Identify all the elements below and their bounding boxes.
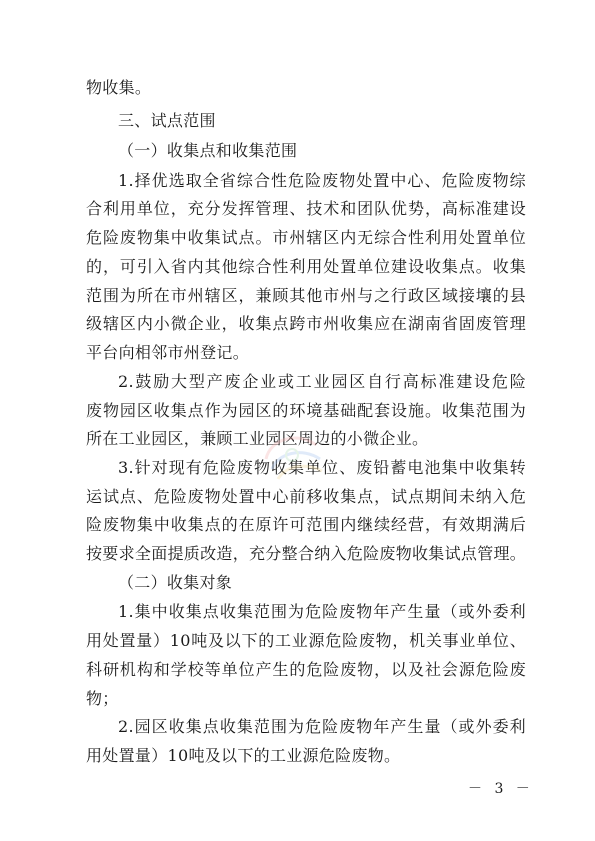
text-line: 范围为所在市州辖区，兼顾其他市州与之行政区域接壤的县 <box>86 286 526 305</box>
text-line: 危险废物集中收集试点。市州辖区内无综合性利用处置单位 <box>86 228 526 247</box>
text-line: 级辖区内小微企业，收集点跨市州收集应在湖南省固废管理 <box>86 314 526 333</box>
text-line: 2.园区收集点收集范围为危险废物年产生量（或外委利 <box>118 717 526 736</box>
page-number: － 3 － <box>468 781 534 797</box>
text-line: 1.集中收集点收集范围为危险废物年产生量（或外委利 <box>118 602 526 621</box>
watermark-logo <box>258 425 328 487</box>
text-line: 1.择优选取全省综合性危险废物处置中心、危险废物综 <box>118 171 526 190</box>
text-line: 废物园区收集点作为园区的环境基础配套设施。收集范围为 <box>86 401 526 420</box>
text-line: 2.鼓励大型产废企业或工业园区自行高标准建设危险 <box>118 372 526 391</box>
subsection-heading: （二）收集对象 <box>118 573 233 592</box>
subsection-heading: （一）收集点和收集范围 <box>118 141 298 160</box>
text-line: 运试点、危险废物处置中心前移收集点，试点期间未纳入危 <box>86 487 526 506</box>
text-line: 险废物集中收集点的在原许可范围内继续经营，有效期满后 <box>86 515 526 534</box>
text-line: 用处置量）10吨及以下的工业源危险废物。 <box>86 746 401 765</box>
text-line: 物； <box>86 689 119 708</box>
text-line: 3.针对现有危险废物收集单位、废铅蓄电池集中收集转 <box>118 458 526 477</box>
text-line: 物收集。 <box>86 78 152 97</box>
text-line: 用处置量）10吨及以下的工业源危险废物，机关事业单位、 <box>86 631 526 650</box>
text-line: 的，可引入省内其他综合性利用处置单位建设收集点。收集 <box>86 257 526 276</box>
section-heading: 三、试点范围 <box>118 111 216 130</box>
text-line: 所在工业园区，兼顾工业园区周边的小微企业。 <box>86 429 429 448</box>
text-line: 科研机构和学校等单位产生的危险废物，以及社会源危险废 <box>86 660 526 679</box>
text-line: 按要求全面提质改造，充分整合纳入危险废物收集试点管理。 <box>86 544 527 563</box>
text-line: 合利用单位，充分发挥管理、技术和团队优势，高标准建设 <box>86 199 526 218</box>
text-line: 平台向相邻市州登记。 <box>86 343 250 362</box>
